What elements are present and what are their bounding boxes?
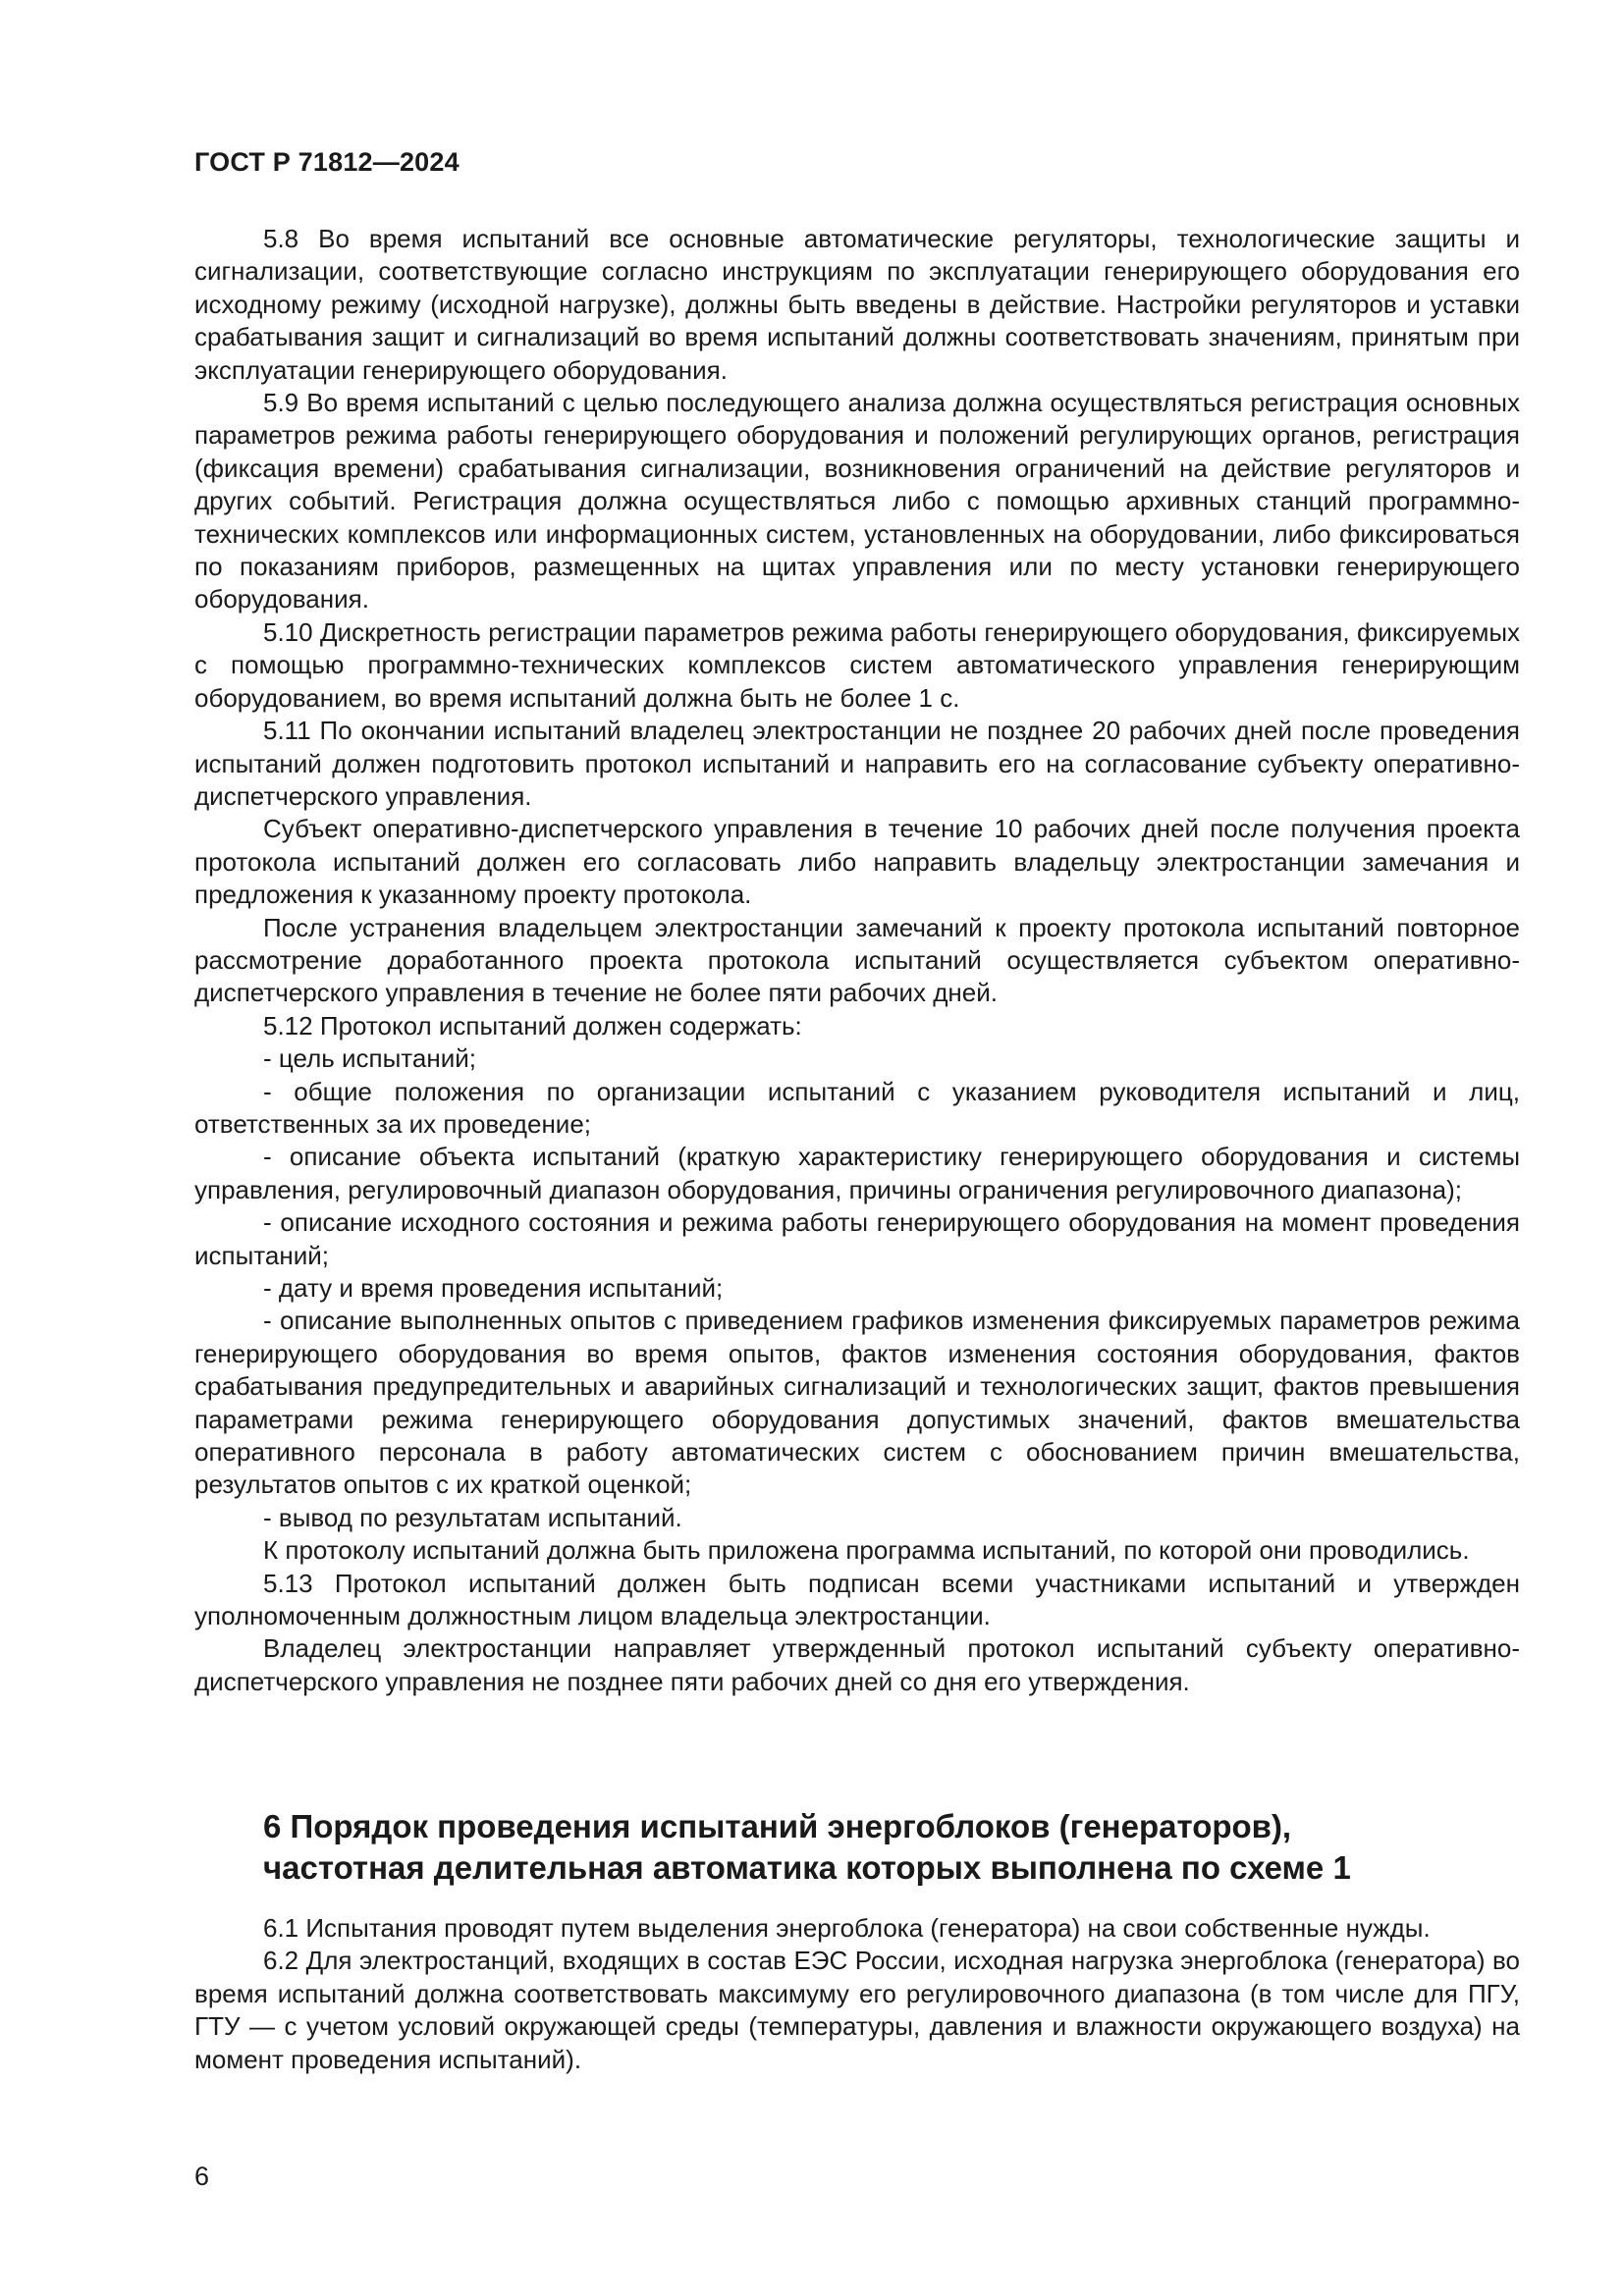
list-item: - общие положения по организации испытаний с указанием руководителя испытаний и лиц, ответственных за их проведение; [194,1076,1520,1139]
list-item: - цель испытаний; [263,1043,477,1074]
list-item: - вывод по результатам испытаний. [263,1502,682,1532]
list-item: - описание объекта испытаний (краткую характеристику генерирующего оборудования и системы управления, регулировочный диапазон оборудования, причины ограничения регулировочного диапазона); [194,1142,1520,1204]
section-6-heading-line-1: 6 Порядок проведения испытаний энергоблоков (генераторов), [263,1808,1292,1844]
paragraph-re-review: После устранения владельцем электростанции замечаний к проекту протокола испытаний повторное рассмотрение доработанного проекта протокола испытаний осуществляется субъектом оперативно-диспетчерского управления в течение не более пяти рабочих дней. [194,912,1520,1008]
paragraph-protocol-sending: Владелец электростанции направляет утвержденный протокол испытаний субъекту оперативно-диспетчерского управления не позднее пяти рабочих дней со дня его утверждения. [194,1633,1520,1696]
paragraph-5-10: 5.10 Дискретность регистрации параметров режима работы генерирующего оборудования, фиксируемых с помощью программно-технических комплексов систем автоматического управления генерирующим оборудованием, во время испытаний должна быть не более 1 с. [194,616,1520,713]
paragraph-approval-term: Субъект оперативно-диспетчерского управления в течение 10 рабочих дней после получения проекта протокола испытаний должен его согласовать либо направить владельцу электростанции замечания и предложения к указанному проекту протокола. [194,814,1520,910]
page-number: 6 [194,2162,210,2191]
list-item: - описание выполненных опытов с приведением графиков изменения фиксируемых параметров режима генерирующего оборудования во время опытов, фактов изменения состояния оборудования, фактов срабатывания предупредительных и аварийных сигнализаций и технологических защит, фактов превышения параметрами режима генерирующего оборудования допустимых значений, фактов вмешательства оперативного персонала в работу автоматических систем с обоснованием причин вмешательства, результатов опытов с их краткой оценкой; [194,1306,1520,1500]
list-item: - описание исходного состояния и режима работы генерирующего оборудования на момент проведения испытаний; [194,1207,1520,1270]
document-header: ГОСТ Р 71812—2024 [194,147,460,177]
paragraph-program-attached: К протоколу испытаний должна быть приложена программа испытаний, по которой они проводились. [263,1535,1470,1566]
paragraph-6-1: 6.1 Испытания проводят путем выделения энергоблока (генератора) на свои собственные нужды. [263,1913,1431,1943]
paragraph-5-12: 5.12 Протокол испытаний должен содержать: [263,1010,802,1041]
paragraph-5-9: 5.9 Во время испытаний с целью последующего анализа должна осуществляться регистрация основных параметров режима работы генерирующего оборудования и положений регулирующих органов, регистрация (фиксация времени) срабатывания сигнализации, возникновения ограничений на действие регуляторов и других событий. Регистрация должна осуществляться либо с помощью архивных станций программно-технических комплексов или информационных систем, установленных на оборудовании, либо фиксироваться по показаниям приборов, размещенных на щитах управления или по месту установки генерирующего оборудования. [194,388,1520,614]
section-6-heading [194,1806,1520,1889]
paragraph-6-2: 6.2 Для электростанций, входящих в состав ЕЭС России, исходная нагрузка энергоблока (генератора) во время испытаний должна соответствовать максимуму его регулировочного диапазона (в том числе для ПГУ, ГТУ — с учетом условий окружающей среды (температуры, давления и влажности окружающего воздуха) на момент проведения испытаний). [194,1946,1520,2074]
paragraph-5-11: 5.11 По окончании испытаний владелец электростанции не позднее 20 рабочих дней после проведения испытаний должен подготовить протокол испытаний и направить его на согласование субъекту оперативно-диспетчерского управления. [194,716,1520,811]
paragraph-5-8: 5.8 Во время испытаний все основные автоматические регуляторы, технологические защиты и сигнализации, соответствующие согласно инструкциям по эксплуатации генерирующего оборудования его исходному режиму (исходной нагрузке), должны быть введены в действие. Настройки регуляторов и уставки срабатывания защит и сигнализаций во время испытаний должны соответствовать значениям, принятым при эксплуатации генерирующего оборудования. [194,224,1520,385]
section-6 [194,1806,1520,2076]
section-6-heading-line-2: частотная делительная автоматика которых выполнена по схеме 1 [263,1849,1351,1886]
paragraph-5-13: 5.13 Протокол испытаний должен быть подписан всеми участниками испытаний и утвержден уполномоченным должностным лицом владельца электростанции. [194,1568,1520,1631]
section-5-body [194,223,1520,1698]
list-item: - дату и время проведения испытаний; [263,1273,724,1303]
